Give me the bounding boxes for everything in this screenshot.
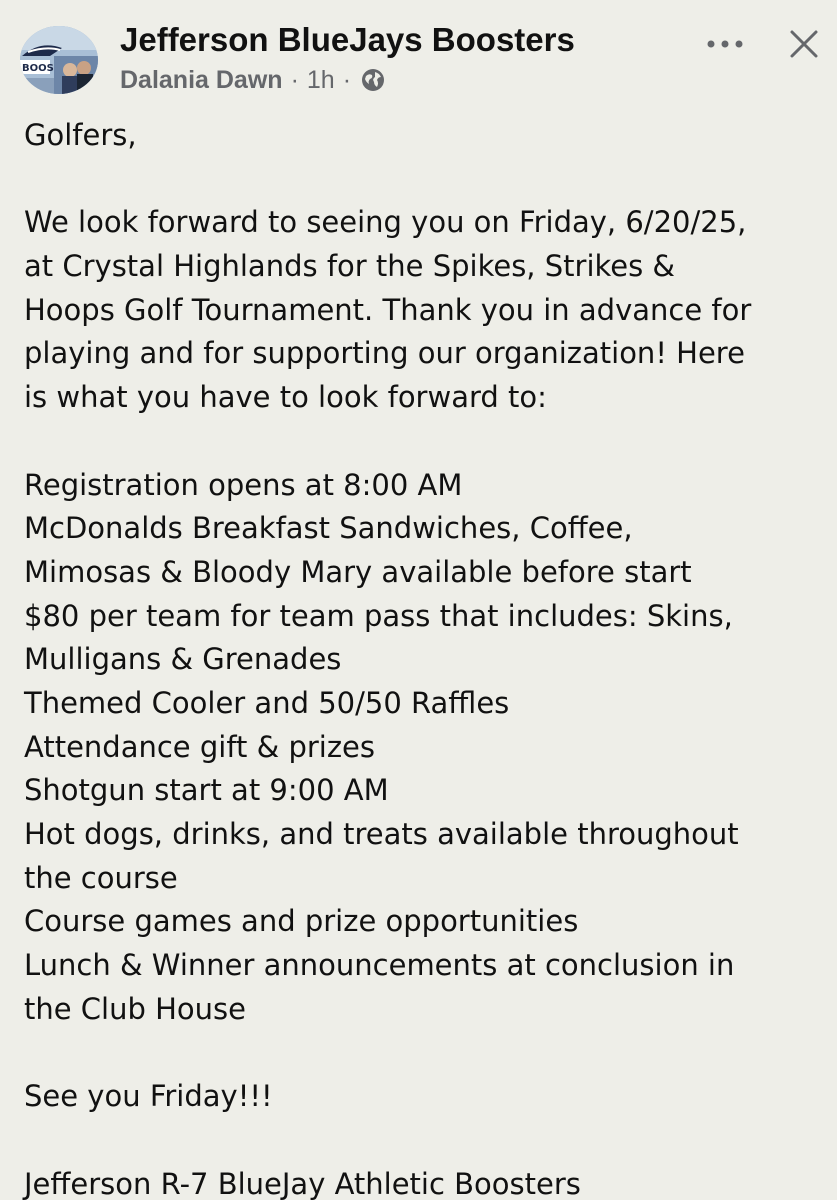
avatar-image [20, 26, 98, 94]
post-meta [120, 64, 385, 96]
post-text-line: Lunch & Winner announcements at conclusion in [24, 948, 735, 983]
post-text-line: Registration opens at 8:00 AM [24, 467, 463, 502]
post-text-line: is what you have to look forward to: [24, 380, 547, 415]
post-text-line: We look forward to seeing you on Friday, 6/20/25, [24, 205, 747, 240]
post-text-line: McDonalds Breakfast Sandwiches, Coffee, [24, 511, 633, 546]
post-text-line: Hoops Golf Tournament. Thank you in advance for [24, 292, 752, 327]
blank-line [24, 420, 824, 464]
post-text-line: the Club House [24, 991, 247, 1026]
post-text-line: Themed Cooler and 50/50 Raffles [24, 685, 510, 720]
group-name[interactable]: Jefferson BlueJays Boosters [120, 21, 575, 58]
more-horizontal-icon [705, 39, 745, 49]
post-text-line: Attendance gift & prizes [24, 729, 376, 764]
blank-line [24, 1031, 824, 1075]
post-text-line: Course games and prize opportunities [24, 904, 579, 939]
more-options-button[interactable] [700, 24, 750, 64]
close-icon [789, 29, 819, 59]
post-text-line: $80 per team for team pass that includes: Skins, [24, 598, 733, 633]
globe-icon [361, 68, 385, 92]
group-avatar[interactable] [20, 26, 98, 94]
post-text-line: at Crystal Highlands for the Spikes, Strikes & [24, 249, 676, 284]
post-text-line: the course [24, 860, 178, 895]
author-name[interactable]: Dalania Dawn [120, 65, 283, 94]
avatar-text: BOOS [22, 63, 54, 74]
post-header [0, 0, 837, 110]
post-text-line: Mimosas & Bloody Mary available before start [24, 554, 692, 589]
blank-line [24, 158, 824, 202]
post-text-line: Golfers, [24, 118, 137, 152]
post-text-line: playing and for supporting our organization! Here [24, 336, 745, 371]
post-text-line: See you Friday!!! [24, 1079, 273, 1114]
blank-line [24, 1119, 824, 1163]
post-text-line: Shotgun start at 9:00 AM [24, 773, 389, 808]
post-text-line: Jefferson R-7 BlueJay Athletic Boosters [24, 1166, 581, 1200]
close-button[interactable] [780, 20, 828, 68]
post-text-line: Hot dogs, drinks, and treats available throughout [24, 817, 739, 851]
meta-separator: · [290, 65, 299, 94]
post-time[interactable]: 1h [306, 65, 335, 94]
post-text-line: Mulligans & Grenades [24, 642, 342, 677]
meta-separator: · [342, 65, 352, 94]
post-text [24, 114, 824, 1200]
